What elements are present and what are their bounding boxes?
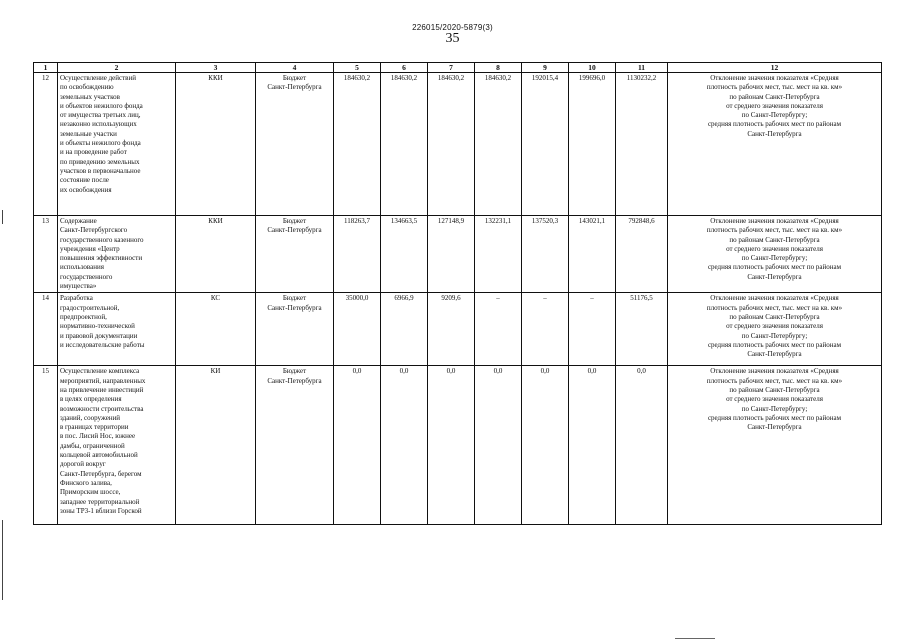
activity-name-line: по освобождению	[60, 83, 114, 92]
column-header: 9	[522, 63, 569, 73]
table-row	[34, 293, 882, 366]
activity-name-line: учреждения «Центр	[60, 244, 120, 253]
activity-name-line: повышения эффективности	[60, 254, 143, 263]
activity-name-line: зданий, сооружений	[60, 413, 121, 422]
executor-cell: КС	[176, 293, 256, 366]
amount-cell-v11: 1130232,2	[616, 73, 668, 216]
activity-name-line: состояние после	[60, 176, 109, 185]
indicator-note-line: по Санкт-Петербургу;	[741, 331, 808, 340]
amount-cell-v10: 143021,1	[569, 216, 616, 293]
activity-name-line: Осуществление комплекса	[60, 367, 140, 376]
amount-cell-v5: 118263,7	[334, 216, 381, 293]
indicator-note-cell	[668, 73, 882, 216]
funding-source-line: Санкт-Петербурга	[267, 226, 322, 235]
activity-name-line: и на проведение работ	[60, 148, 127, 157]
activity-name-line: нормативно-технической	[60, 322, 135, 331]
amount-cell-v8: –	[475, 293, 522, 366]
row-number-cell: 15	[34, 366, 58, 525]
program-activities-table	[33, 62, 882, 525]
indicator-note-line: средняя плотность рабочих мест по районам	[707, 263, 842, 272]
indicator-note-line: Санкт-Петербурга	[747, 272, 802, 281]
activity-name-line: незаконно использующих	[60, 120, 137, 129]
indicator-note-line: по Санкт-Петербургу;	[741, 254, 808, 263]
activity-name-line: государственного казенного	[60, 235, 144, 244]
activity-name-line: участков в первоначальное	[60, 166, 141, 175]
indicator-note-line: Санкт-Петербурга	[747, 423, 802, 432]
amount-cell-v9: 192015,4	[522, 73, 569, 216]
activity-name-line: Разработка	[60, 294, 93, 303]
activity-name-line: Санкт-Петербургского	[60, 226, 128, 235]
amount-cell-v10: –	[569, 293, 616, 366]
table-row	[34, 216, 882, 293]
amount-cell-v11: 0,0	[616, 366, 668, 525]
indicator-note-line: по районам Санкт-Петербурга	[729, 385, 820, 394]
funding-source-line: Санкт-Петербурга	[267, 83, 322, 92]
activity-name-line: и объектов нежилого фонда	[60, 101, 143, 110]
activity-name-line: градостроительной,	[60, 303, 120, 312]
amount-cell-v9: 137520,3	[522, 216, 569, 293]
activity-name-line: земельных участков	[60, 92, 120, 101]
activity-name-line: кольцевой автомобильной	[60, 451, 138, 460]
row-number-cell: 12	[34, 73, 58, 216]
executor-cell: КИ	[176, 366, 256, 525]
amount-cell-v9: 0,0	[522, 366, 569, 525]
executor-cell: ККИ	[176, 73, 256, 216]
indicator-note-cell	[668, 293, 882, 366]
column-header: 12	[668, 63, 882, 73]
activity-name-line: их освобождения	[60, 185, 112, 194]
activity-name-line: в целях определения	[60, 395, 122, 404]
activity-name-line: по приведению земельных	[60, 157, 140, 166]
funding-source-line: Бюджет	[282, 74, 307, 82]
indicator-note-line: плотность рабочих мест, тыс. мест на кв. км»	[706, 376, 843, 385]
indicator-note-line: по районам Санкт-Петербурга	[729, 235, 820, 244]
activity-name-line: и исследовательские работы	[60, 340, 145, 349]
amount-cell-v7: 127148,9	[428, 216, 475, 293]
indicator-note-line: по районам Санкт-Петербурга	[729, 312, 820, 321]
document-registration-number: 226015/2020-5879(3)	[412, 23, 493, 32]
row-number-cell: 13	[34, 216, 58, 293]
activity-name-line: Финского залива,	[60, 478, 112, 487]
amount-cell-v8: 184630,2	[475, 73, 522, 216]
indicator-note-line: по Санкт-Петербургу;	[741, 111, 808, 120]
amount-cell-v10: 199696,0	[569, 73, 616, 216]
amount-cell-v6: 6966,9	[381, 293, 428, 366]
indicator-note-cell	[668, 216, 882, 293]
activity-name-line: возможности строительства	[60, 404, 144, 413]
amount-cell-v10: 0,0	[569, 366, 616, 525]
amount-cell-v6: 134663,5	[381, 216, 428, 293]
column-header: 1	[34, 63, 58, 73]
activity-name-line: имущества»	[60, 282, 97, 291]
indicator-note-line: по Санкт-Петербургу;	[741, 404, 808, 413]
amount-cell-v6: 184630,2	[381, 73, 428, 216]
activity-name-line: на привлечение инвестиций	[60, 385, 144, 394]
activity-name-line: Приморским шоссе,	[60, 488, 121, 497]
column-header: 10	[569, 63, 616, 73]
activity-name-line: мероприятий, направленных	[60, 376, 146, 385]
indicator-note-line: средняя плотность рабочих мест по районам	[707, 413, 842, 422]
indicator-note-line: по районам Санкт-Петербурга	[729, 92, 820, 101]
indicator-note-line: средняя плотность рабочих мест по районам	[707, 340, 842, 349]
activity-name-line: дамбы, ограниченной	[60, 441, 125, 450]
column-header: 8	[475, 63, 522, 73]
page-number: 35	[445, 31, 460, 46]
activity-name-cell	[58, 293, 176, 366]
amount-cell-v7: 0,0	[428, 366, 475, 525]
indicator-note-line: от среднего значения показателя	[726, 395, 823, 404]
column-header: 2	[58, 63, 176, 73]
table-row	[34, 73, 882, 216]
amount-cell-v6: 0,0	[381, 366, 428, 525]
amount-cell-v11: 51176,5	[616, 293, 668, 366]
activity-name-line: предпроектной,	[60, 312, 107, 321]
indicator-note-line: плотность рабочих мест, тыс. мест на кв. км»	[706, 303, 843, 312]
funding-source-cell	[256, 293, 334, 366]
activity-name-line: Содержание	[60, 217, 97, 225]
activity-name-line: государственного	[60, 272, 113, 281]
amount-cell-v7: 184630,2	[428, 73, 475, 216]
amount-cell-v9: –	[522, 293, 569, 366]
funding-source-line: Санкт-Петербурга	[267, 303, 322, 312]
table-row	[34, 366, 882, 525]
activity-name-line: западнее территориальной	[60, 497, 140, 506]
activity-name-cell	[58, 216, 176, 293]
amount-cell-v5: 35000,0	[334, 293, 381, 366]
column-header: 5	[334, 63, 381, 73]
executor-cell: ККИ	[176, 216, 256, 293]
indicator-note-line: Отклонение значения показателя «Средняя	[710, 294, 839, 303]
column-header: 6	[381, 63, 428, 73]
amount-cell-v8: 132231,1	[475, 216, 522, 293]
indicator-note-line: Санкт-Петербурга	[747, 350, 802, 359]
activity-name-line: в границах территории	[60, 423, 129, 432]
indicator-note-line: Отклонение значения показателя «Средняя	[710, 367, 839, 376]
indicator-note-cell	[668, 366, 882, 525]
amount-cell-v5: 184630,2	[334, 73, 381, 216]
activity-name-line: земельные участки	[60, 129, 117, 138]
funding-source-line: Бюджет	[282, 367, 307, 376]
indicator-note-line: Отклонение значения показателя «Средняя	[710, 217, 839, 225]
indicator-note-line: плотность рабочих мест, тыс. мест на кв. км»	[706, 226, 843, 235]
amount-cell-v8: 0,0	[475, 366, 522, 525]
activity-name-line: дорогой вокруг	[60, 460, 106, 469]
column-header: 7	[428, 63, 475, 73]
indicator-note-line: Санкт-Петербурга	[747, 129, 802, 138]
indicator-note-line: от среднего значения показателя	[726, 101, 823, 110]
funding-source-cell	[256, 366, 334, 525]
activity-name-line: и правовой документации	[60, 331, 138, 340]
activity-name-line: использования	[60, 263, 104, 272]
margin-tick	[2, 520, 3, 600]
indicator-note-line: Отклонение значения показателя «Средняя	[710, 74, 839, 82]
page-edge-line	[675, 638, 715, 639]
indicator-note-line: от среднего значения показателя	[726, 244, 823, 253]
funding-source-cell	[256, 216, 334, 293]
indicator-note-line: от среднего значения показателя	[726, 322, 823, 331]
funding-source-line: Бюджет	[282, 294, 307, 303]
amount-cell-v7: 9209,6	[428, 293, 475, 366]
funding-source-line: Санкт-Петербурга	[267, 376, 322, 385]
amount-cell-v5: 0,0	[334, 366, 381, 525]
activity-name-line: Осуществление действий	[60, 74, 136, 82]
column-number-header-row	[34, 63, 882, 73]
funding-source-line: Бюджет	[282, 217, 307, 225]
activity-name-cell	[58, 366, 176, 525]
activity-name-line: Санкт-Петербурга, берегом	[60, 469, 142, 478]
row-number-cell: 14	[34, 293, 58, 366]
amount-cell-v11: 792848,6	[616, 216, 668, 293]
column-header: 11	[616, 63, 668, 73]
activity-name-cell	[58, 73, 176, 216]
column-header: 3	[176, 63, 256, 73]
activity-name-line: и объекты нежилого фонда	[60, 139, 141, 148]
funding-source-cell	[256, 73, 334, 216]
activity-name-line: от имущества третьих лиц,	[60, 111, 141, 120]
activity-name-line: в пос. Лисий Нос, южнее	[60, 432, 136, 441]
column-header: 4	[256, 63, 334, 73]
activity-name-line: зоны ТР3-1 вблизи Горской	[60, 506, 142, 515]
margin-tick	[2, 210, 3, 224]
indicator-note-line: плотность рабочих мест, тыс. мест на кв. км»	[706, 83, 843, 92]
indicator-note-line: средняя плотность рабочих мест по районам	[707, 120, 842, 129]
